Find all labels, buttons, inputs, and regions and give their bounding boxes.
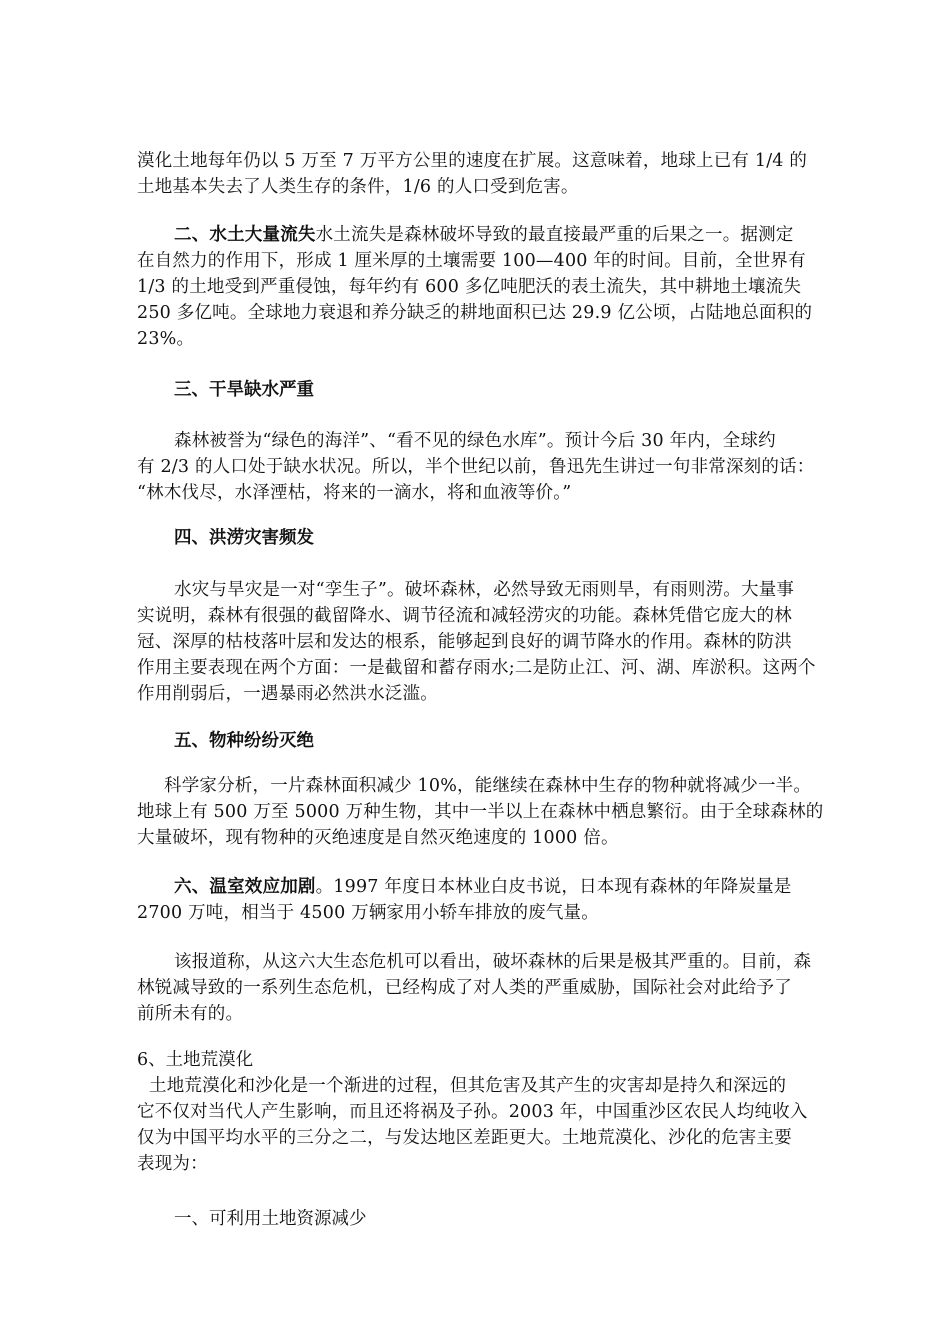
section-heading-inline: 二、水土大量流失	[174, 225, 316, 245]
text-line: 森林被誉为“绿色的海洋”、“看不见的绿色水库”。预计今后 30 年内，全球约	[174, 431, 776, 451]
text-line: 水灾与旱灾是一对“孪生子”。破坏森林，必然导致无雨则旱，有雨则涝。大量事	[174, 580, 795, 600]
section-heading-drought: 三、干旱缺水严重	[174, 380, 314, 400]
paragraph-land-desertification	[137, 1073, 842, 1177]
section-heading-inline: 六、温室效应加剧	[174, 877, 316, 897]
text-line: 前所未有的。	[137, 1004, 244, 1024]
text-line: 表现为：	[137, 1154, 208, 1174]
paragraph-drought	[137, 428, 842, 506]
text-line: “林木伐尽，水泽湮枯，将来的一滴水，将和血液等价。”	[137, 483, 572, 503]
text-line: 作用削弱后，一遇暴雨必然洪水泛滥。	[137, 684, 438, 704]
text-line: 该报道称，从这六大生态危机可以看出，破坏森林的后果是极其严重的。目前，森	[174, 952, 812, 972]
section-heading-floods: 四、洪涝灾害频发	[174, 528, 314, 548]
text-line: 有 2/3 的人口处于缺水状况。所以，半个世纪以前，鲁迅先生讲过一句非常深刻的话：	[137, 457, 815, 477]
text-line: 科学家分析，一片森林面积减少 10%，能继续在森林中生存的物种就将减少一半。	[164, 776, 812, 796]
section-heading-species: 五、物种纷纷灭绝	[174, 731, 314, 751]
text-line: 林锐减导致的一系列生态危机，已经构成了对人类的严重威胁，国际社会对此给予了	[137, 978, 792, 998]
paragraph-desertification-intro	[137, 148, 842, 200]
text-run: 。1997 年度日本林业白皮书说，日本现有森林的年降炭量是	[315, 877, 792, 897]
text-line: 仅为中国平均水平的三分之二，与发达地区差距更大。土地荒漠化、沙化的危害主要	[137, 1128, 792, 1148]
text-line: 250 多亿吨。全球地力衰退和养分缺乏的耕地面积已达 29.9 亿公顷，占陆地总面积的	[137, 303, 813, 323]
text-line: 冠、深厚的枯枝落叶层和发达的根系，能够起到良好的调节降水的作用。森林的防洪	[137, 632, 792, 652]
paragraph-conclusion	[137, 949, 842, 1027]
text-line: 23%。	[137, 329, 195, 349]
text-line: 作用主要表现在两个方面：一是截留和蓄存雨水;二是防止江、河、湖、库淤积。这两个	[137, 658, 816, 678]
text-line: 土地基本失去了人类生存的条件，1/6 的人口受到危害。	[137, 177, 579, 197]
text-line: 漠化土地每年仍以 5 万至 7 万平方公里的速度在扩展。这意味着，地球上已有 1/4 的	[137, 151, 808, 171]
paragraph-soil-erosion	[137, 222, 842, 352]
text-line: 它不仅对当代人产生影响，而且还将祸及子孙。2003 年，中国重沙区农民人均纯收入	[137, 1102, 808, 1122]
text-line	[137, 874, 842, 900]
text-line: 大量破坏，现有物种的灭绝速度是自然灭绝速度的 1000 倍。	[137, 828, 619, 848]
text-line: 实说明，森林有很强的截留降水、调节径流和减轻涝灾的功能。森林凭借它庞大的林	[137, 606, 792, 626]
paragraph-floods	[137, 577, 842, 707]
section-heading-land-resources: 一、可利用土地资源减少	[174, 1209, 367, 1229]
text-line: 土地荒漠化和沙化是一个渐进的过程，但其危害及其产生的灾害却是持久和深远的	[149, 1076, 787, 1096]
text-line	[137, 222, 842, 248]
section-title-land-desertification: 6、土地荒漠化	[137, 1050, 254, 1070]
paragraph-greenhouse	[137, 874, 842, 926]
text-run: 水土流失是森林破坏导致的最直接最严重的后果之一。据测定	[315, 225, 794, 245]
text-line: 地球上有 500 万至 5000 万种生物，其中一半以上在森林中栖息繁衍。由于全球森林的	[137, 802, 824, 822]
paragraph-species	[137, 773, 842, 851]
text-line: 2700 万吨，相当于 4500 万辆家用小轿车排放的废气量。	[137, 903, 599, 923]
text-line: 在自然力的作用下，形成 1 厘米厚的土壤需要 100—400 年的时间。目前，全世界有	[137, 251, 806, 271]
text-line: 1/3 的土地受到严重侵蚀，每年约有 600 多亿吨肥沃的表土流失，其中耕地土壤流失	[137, 277, 802, 297]
